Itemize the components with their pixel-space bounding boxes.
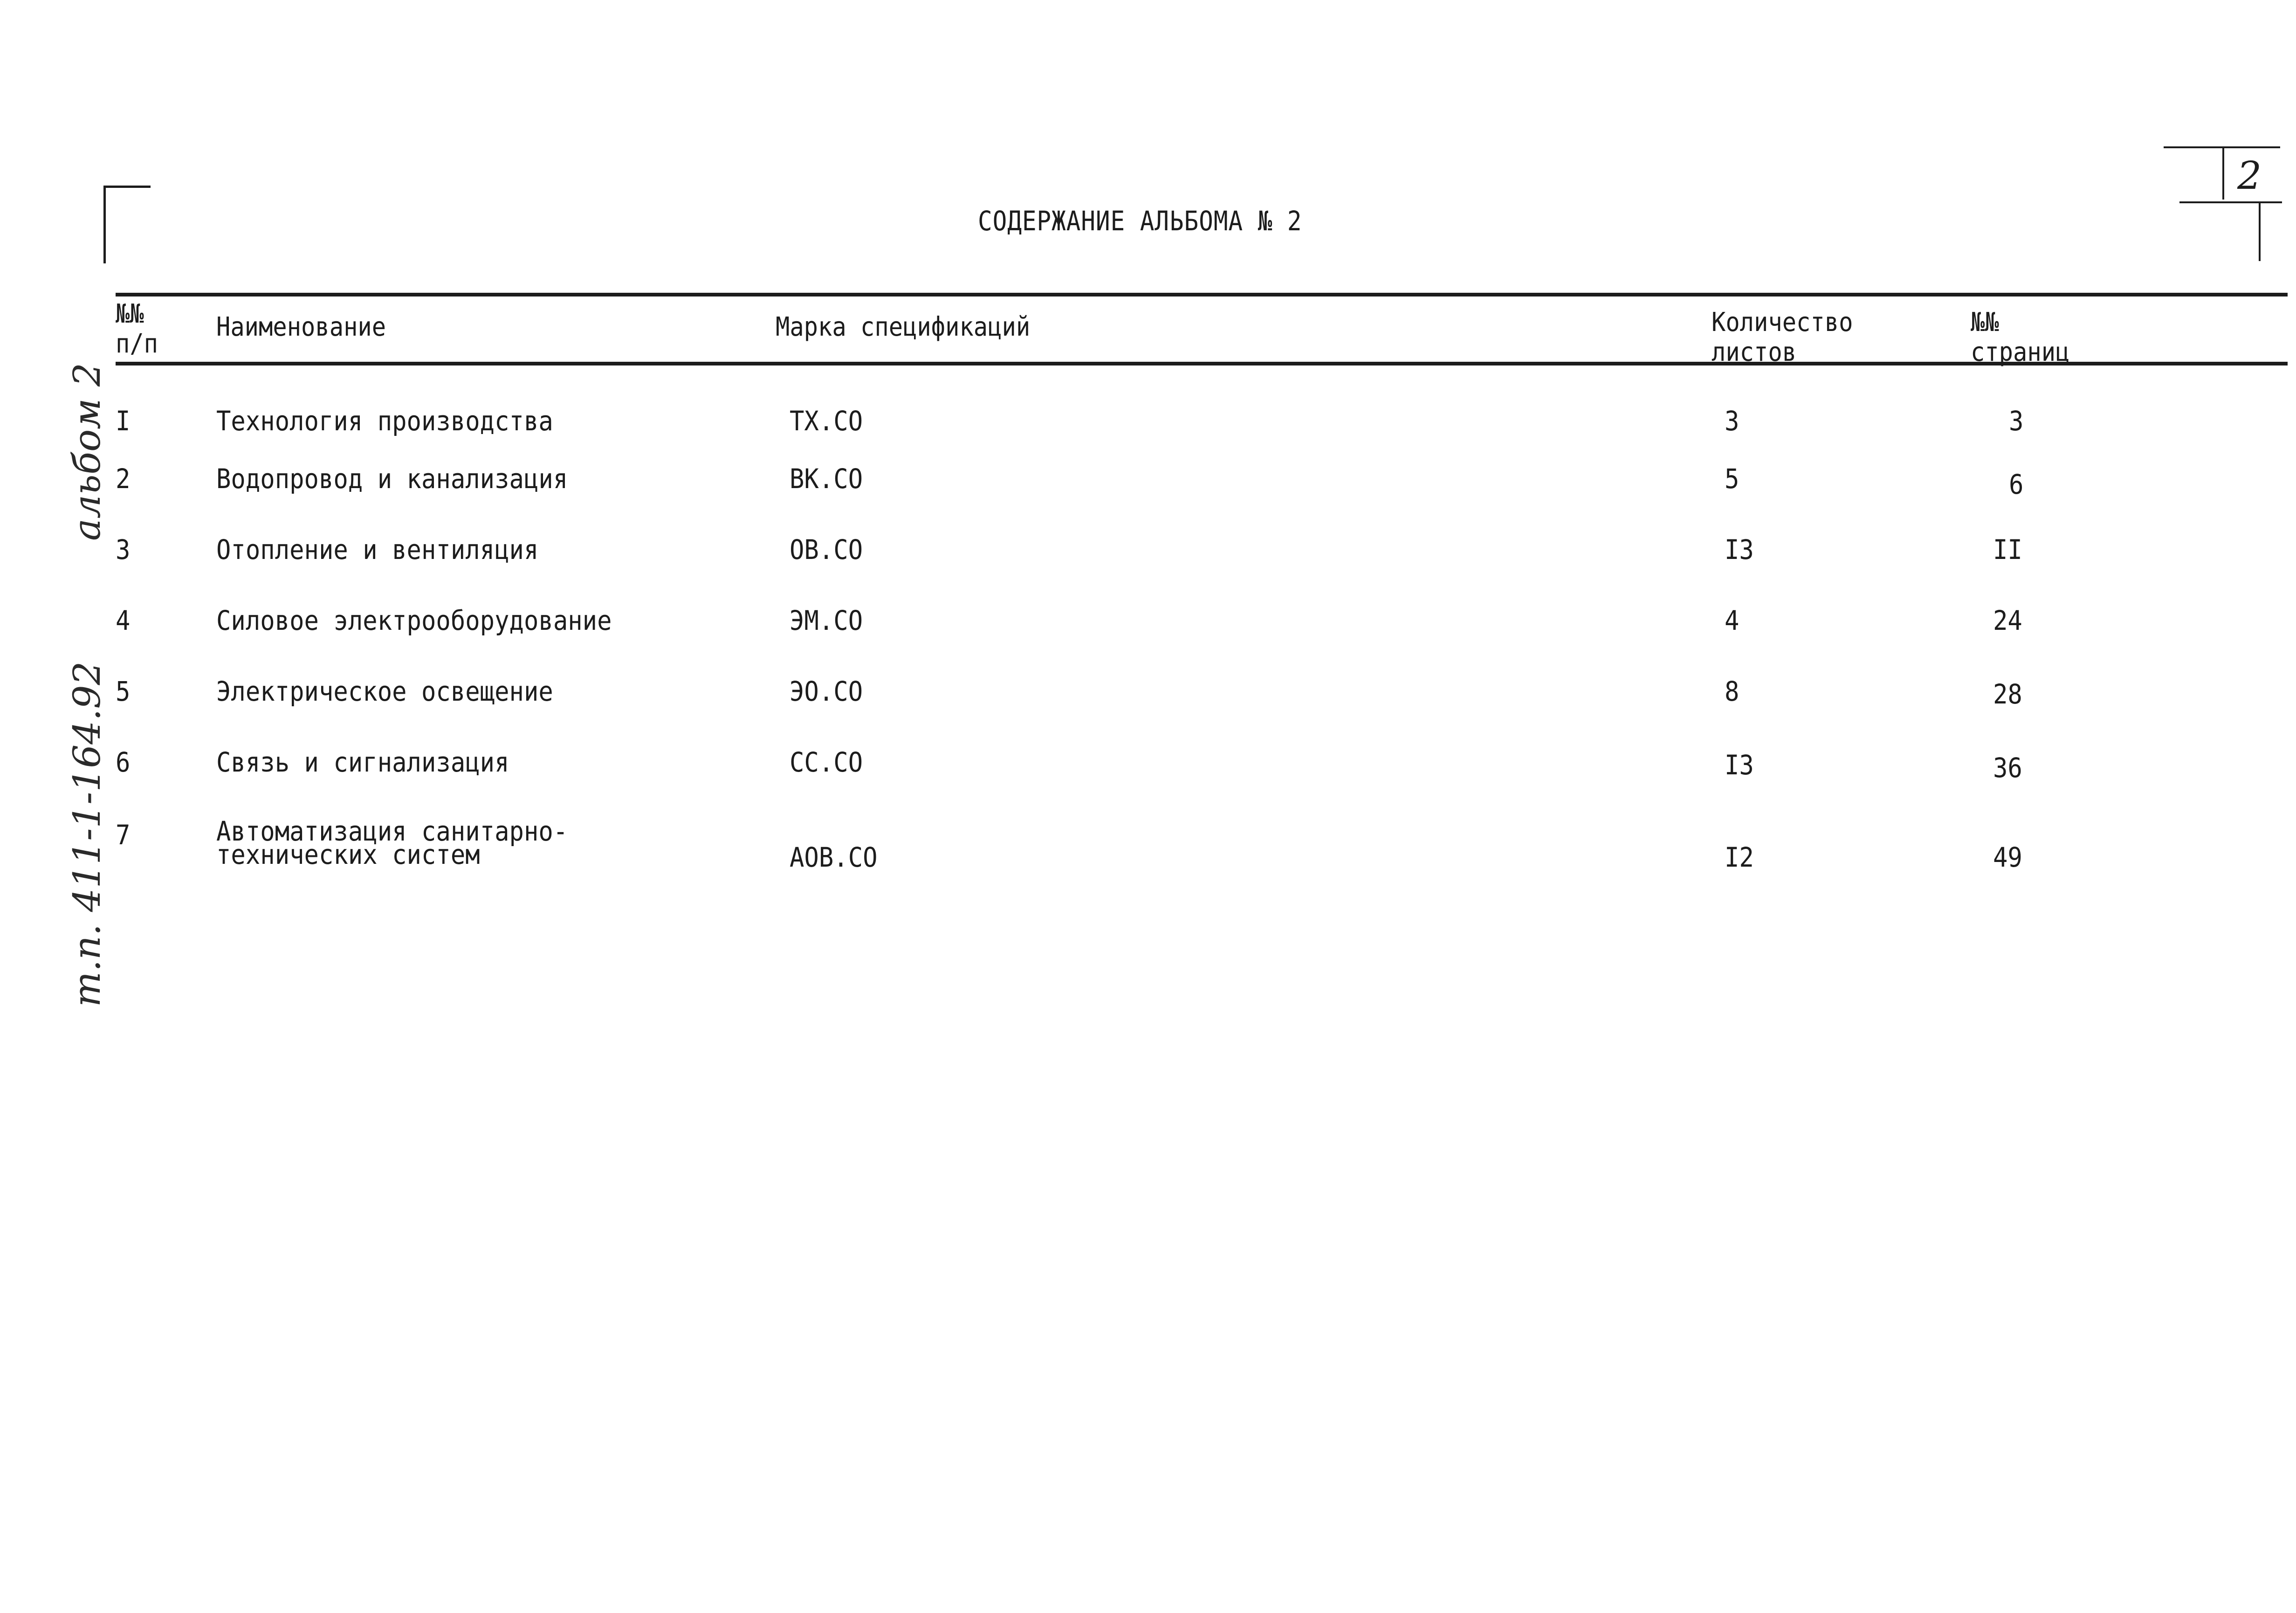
row-pages: 36: [1993, 752, 2022, 784]
side-note-project: т.п. 411-1-164.92: [65, 661, 109, 1007]
header-num-line1: №№: [116, 299, 144, 329]
row-mark: СС.СО: [790, 746, 863, 778]
row-name-line2: технических систем: [216, 839, 480, 870]
side-note-album: альбом 2: [65, 363, 109, 541]
row-name: [216, 815, 568, 870]
row-mark: ЭО.СО: [790, 676, 863, 707]
row-name: Водопровод и канализация: [216, 463, 568, 495]
row-sheets: 8: [1725, 676, 1739, 707]
header-pages: [1971, 308, 2069, 367]
header-sheets: [1712, 308, 1853, 367]
row-pages: 49: [1993, 841, 2022, 873]
row-name: Отопление и вентиляция: [216, 534, 539, 565]
row-pages: 24: [1993, 605, 2022, 636]
header-sheets-line1: Количество: [1712, 307, 1853, 338]
table-header-rule: [116, 362, 2288, 365]
row-num: 4: [116, 605, 131, 636]
row-num: 2: [116, 463, 131, 495]
row-sheets: 5: [1725, 463, 1739, 495]
header-num-line2: п/п: [116, 329, 158, 359]
row-pages: 28: [1993, 678, 2022, 710]
header-name: Наименование: [216, 312, 386, 342]
row-mark: ВК.СО: [790, 463, 863, 495]
row-num: I: [116, 405, 131, 437]
row-mark: ОВ.СО: [790, 534, 863, 565]
row-mark: АОВ.СО: [790, 841, 878, 873]
sheet-stamp-line-mid: [2179, 201, 2282, 203]
row-sheets: 3: [1725, 405, 1739, 437]
row-mark: ТХ.СО: [790, 405, 863, 437]
header-pages-line2: страниц: [1971, 337, 2070, 367]
header-sheets-line2: листов: [1712, 337, 1797, 367]
row-name: Технология производства: [216, 405, 553, 437]
row-name: Силовое электрооборудование: [216, 605, 612, 636]
page-title: СОДЕРЖАНИЕ АЛЬБОМА № 2: [978, 205, 1302, 237]
row-pages: 3: [2009, 405, 2024, 437]
row-sheets: I2: [1725, 841, 1754, 873]
row-pages: 6: [2009, 469, 2024, 500]
row-name: Электрическое освещение: [216, 676, 553, 707]
row-num: 5: [116, 676, 131, 707]
sheet-stamp-divider: [2222, 148, 2224, 200]
row-sheets: 4: [1725, 605, 1739, 636]
row-name-line1: Автоматизация санитарно-: [216, 815, 568, 847]
row-name: Связь и сигнализация: [216, 746, 509, 778]
row-sheets: I3: [1725, 749, 1754, 781]
row-num: 3: [116, 534, 131, 565]
row-mark: ЭМ.СО: [790, 605, 863, 636]
header-pages-line1: №№: [1971, 307, 1999, 338]
frame-corner-left: [103, 186, 151, 263]
header-mark: Марка спецификаций: [776, 312, 1031, 342]
sheet-stamp-line-top: [2164, 146, 2280, 148]
table-top-rule: [116, 293, 2288, 296]
frame-corner-right: [2259, 203, 2261, 261]
row-num: 7: [116, 819, 131, 851]
row-sheets: I3: [1725, 534, 1754, 565]
sheet-number: 2: [2237, 154, 2262, 198]
row-num: 6: [116, 746, 131, 778]
header-num: [116, 299, 158, 359]
row-pages: II: [1993, 534, 2022, 565]
